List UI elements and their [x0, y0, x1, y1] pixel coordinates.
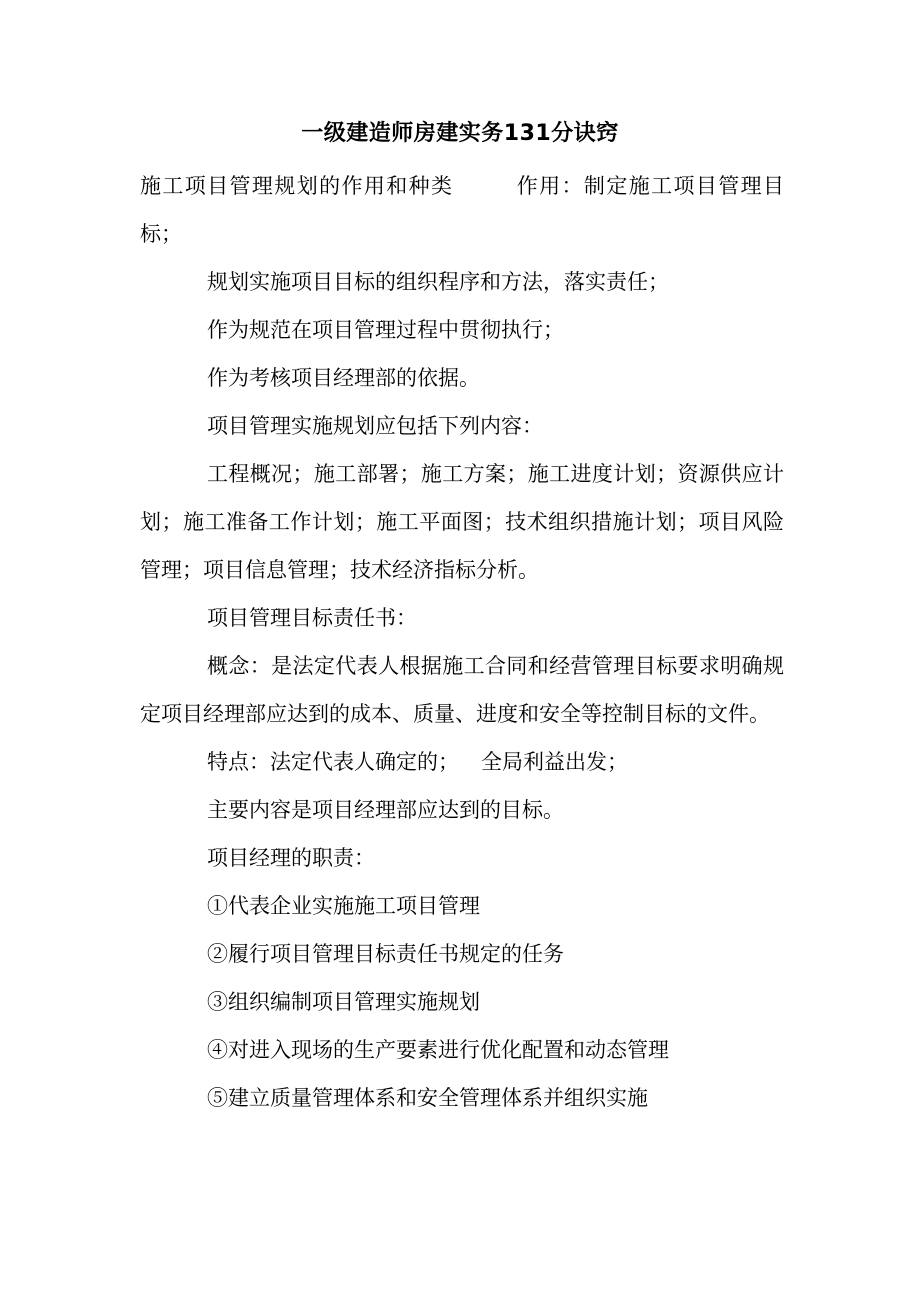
- paragraph: 作为考核项目经理部的依据。: [207, 366, 480, 390]
- list-item: ②履行项目管理目标责任书规定的任务: [207, 942, 564, 966]
- paragraph-plan-purpose-text: 作用：制定施工项目管理目标；: [140, 174, 785, 246]
- paragraph-plan-purpose-heading: 施工项目管理规划的作用和种类: [140, 174, 454, 198]
- document-title: 一级建造师房建实务131分诀窍: [301, 121, 619, 146]
- list-item: ①代表企业实施施工项目管理: [207, 894, 480, 918]
- features-part-2: 全局利益出发；: [481, 750, 628, 774]
- paragraph-contents-list: 工程概况；施工部署；施工方案；施工进度计划；资源供应计划；施工准备工作计划；施工平面图；技术组织措施计划；项目风险管理；项目信息管理；技术经济指标分析。: [140, 462, 784, 582]
- paragraph-features: [140, 738, 784, 786]
- paragraph: 规划实施项目目标的组织程序和方法，落实责任；: [207, 270, 669, 294]
- paragraph: 项目管理目标责任书：: [207, 606, 417, 630]
- features-part-1: 特点：法定代表人确定的；: [207, 750, 459, 774]
- paragraph-concept: 概念：是法定代表人根据施工合同和经营管理目标要求明确规定项目经理部应达到的成本、质量、进度和安全等控制目标的文件。: [140, 654, 784, 726]
- paragraph-plan-purpose: [140, 162, 784, 258]
- document-body: [140, 162, 784, 1122]
- list-item: ④对进入现场的生产要素进行优化配置和动态管理: [207, 1038, 669, 1062]
- paragraph: 项目经理的职责：: [207, 846, 375, 870]
- paragraph: 作为规范在项目管理过程中贯彻执行；: [207, 318, 564, 342]
- paragraph: 项目管理实施规划应包括下列内容：: [207, 414, 543, 438]
- list-item: ⑤建立质量管理体系和安全管理体系并组织实施: [207, 1086, 648, 1110]
- paragraph: 主要内容是项目经理部应达到的目标。: [207, 798, 564, 822]
- list-item: ③组织编制项目管理实施规划: [207, 990, 480, 1014]
